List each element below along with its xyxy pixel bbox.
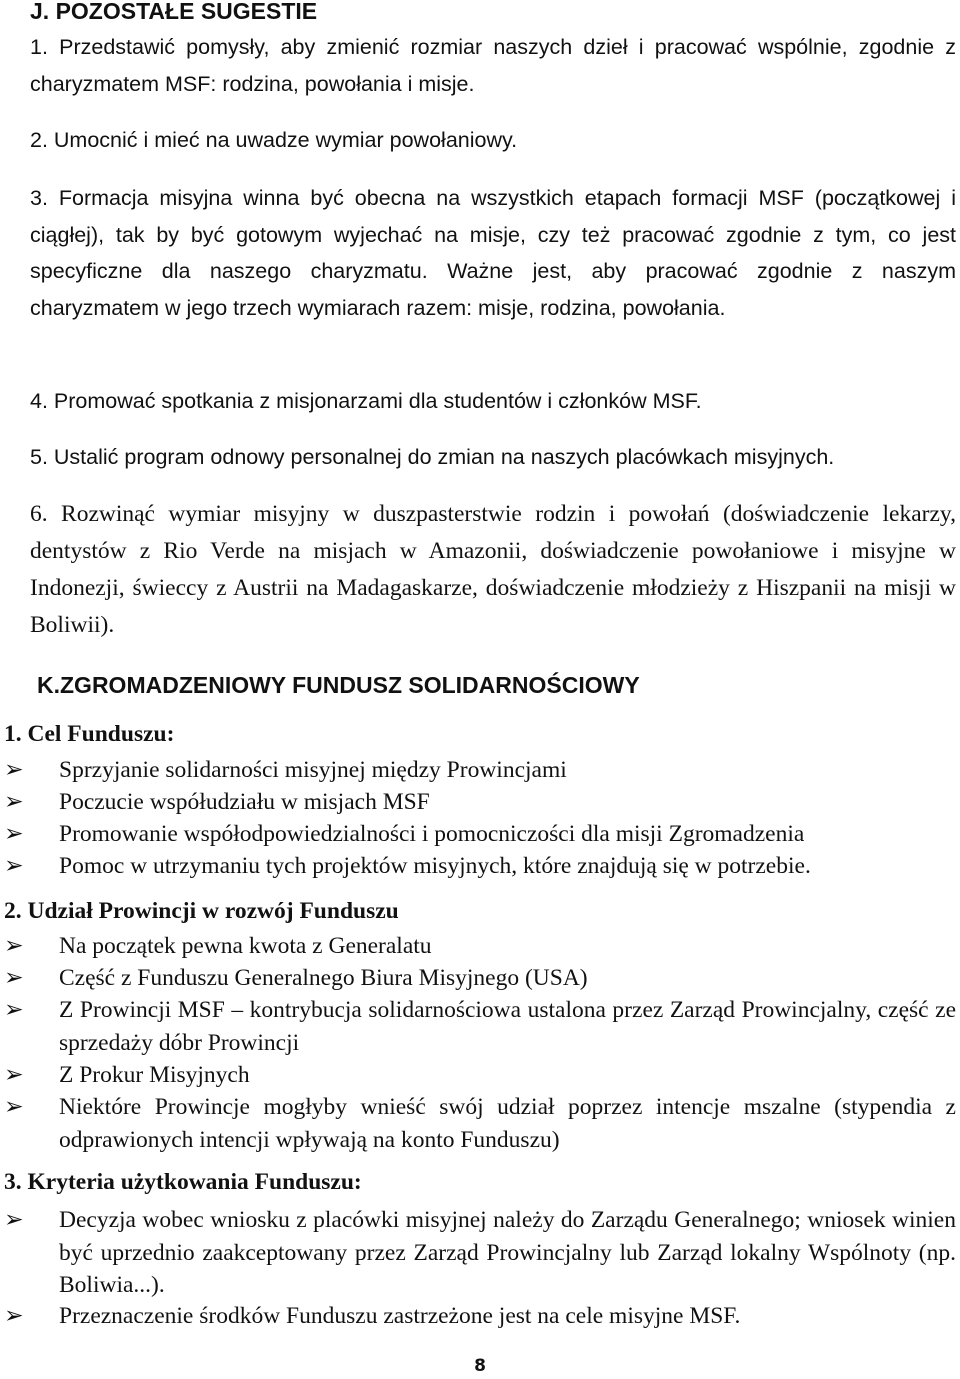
list-item: ➢ Sprzyjanie solidarności misyjnej między Prowincjami bbox=[4, 754, 956, 787]
bullet-arrow-icon: ➢ bbox=[4, 757, 24, 783]
suggestion-item-6: 6. Rozwinąć wymiar misyjny w duszpasterstwie rodzin i powołań (doświadczenie lekarzy, dentystów z Rio Verde na misjach w Amazonii, doświadczenie powołaniowe i misyjne w Indonezji, świeccy z Austrii na Madagaskarze, doświadczenie młodzieży z Hiszpanii na misji w Boliwii). bbox=[30, 501, 956, 638]
subsection-title-2: 2. Udział Prowincji w rozwój Funduszu bbox=[4, 898, 399, 924]
list-item: ➢ Z Prokur Misyjnych bbox=[4, 1059, 956, 1092]
list-item: ➢ Decyzja wobec wniosku z placówki misyjnej należy do Zarządu Generalnego; wniosek winien być uprzednio zaakceptowany przez Zarząd Prowincjalny lub Zarząd lokalny Wspólnoty (np. Boliwia...). bbox=[4, 1204, 956, 1302]
list-item: ➢ Część z Funduszu Generalnego Biura Misyjnego (USA) bbox=[4, 962, 956, 995]
bullet-arrow-icon: ➢ bbox=[4, 853, 24, 879]
bullet-arrow-icon: ➢ bbox=[4, 965, 24, 991]
bullet-arrow-icon: ➢ bbox=[4, 1062, 24, 1088]
list-item: ➢ Poczucie współudziału w misjach MSF bbox=[4, 786, 956, 819]
suggestion-item-5: 5. Ustalić program odnowy personalnej do zmian na naszych placówkach misyjnych. bbox=[30, 445, 835, 469]
subsection-title-1: 1. Cel Funduszu: bbox=[4, 721, 175, 747]
list-item: ➢ Pomoc w utrzymaniu tych projektów misyjnych, które znajdują się w potrzebie. bbox=[4, 850, 956, 883]
bullet-arrow-icon: ➢ bbox=[4, 789, 24, 815]
list-item: ➢ Na początek pewna kwota z Generalatu bbox=[4, 930, 956, 963]
suggestion-item-3: 3. Formacja misyjna winna być obecna na wszystkich etapach formacji MSF (początkowej i ciągłej), tak by być gotowym wyjechać na misje, czy też pracować zgodnie z tym, co jest specyficzne dla naszego charyzmatu. Ważne jest, aby pracować zgodnie z naszym charyzmatem w jego trzech wymiarach razem: misje, rodzina, powołania. bbox=[30, 186, 956, 321]
bullet-arrow-icon: ➢ bbox=[4, 933, 24, 959]
bullet-arrow-icon: ➢ bbox=[4, 1207, 24, 1233]
bullet-arrow-icon: ➢ bbox=[4, 997, 24, 1023]
bullet-arrow-icon: ➢ bbox=[4, 1303, 24, 1329]
suggestion-item-4: 4. Promować spotkania z misjonarzami dla studentów i członków MSF. bbox=[30, 389, 702, 413]
list-item: ➢ Z Prowincji MSF – kontrybucja solidarnościowa ustalona przez Zarząd Prowincjalny, część ze sprzedaży dóbr Prowincji bbox=[4, 994, 956, 1059]
subsection-title-3: 3. Kryteria użytkowania Funduszu: bbox=[4, 1169, 362, 1195]
suggestion-item-2: 2. Umocnić i mieć na uwadze wymiar powołaniowy. bbox=[30, 128, 518, 152]
bullet-arrow-icon: ➢ bbox=[4, 821, 24, 847]
page-number: 8 bbox=[474, 1356, 486, 1376]
list-item: ➢ Niektóre Prowincje mogłyby wnieść swój udział poprzez intencje mszalne (stypendia z odprawionych intencji wpływają na konto Funduszu) bbox=[4, 1091, 956, 1156]
list-item: ➢ Przeznaczenie środków Funduszu zastrzeżone jest na cele misyjne MSF. bbox=[4, 1300, 956, 1333]
section-k-heading: K.ZGROMADZENIOWY FUNDUSZ SOLIDARNOŚCIOWY bbox=[37, 672, 640, 698]
list-item: ➢ Promowanie współodpowiedzialności i pomocniczości dla misji Zgromadzenia bbox=[4, 818, 956, 851]
suggestion-item-1: 1. Przedstawić pomysły, aby zmienić rozmiar naszych dzieł i pracować wspólnie, zgodnie z charyzmatem MSF: rodzina, powołania i misje. bbox=[30, 35, 956, 96]
bullet-arrow-icon: ➢ bbox=[4, 1094, 24, 1120]
section-j-heading: J. POZOSTAŁE SUGESTIE bbox=[30, 0, 318, 24]
